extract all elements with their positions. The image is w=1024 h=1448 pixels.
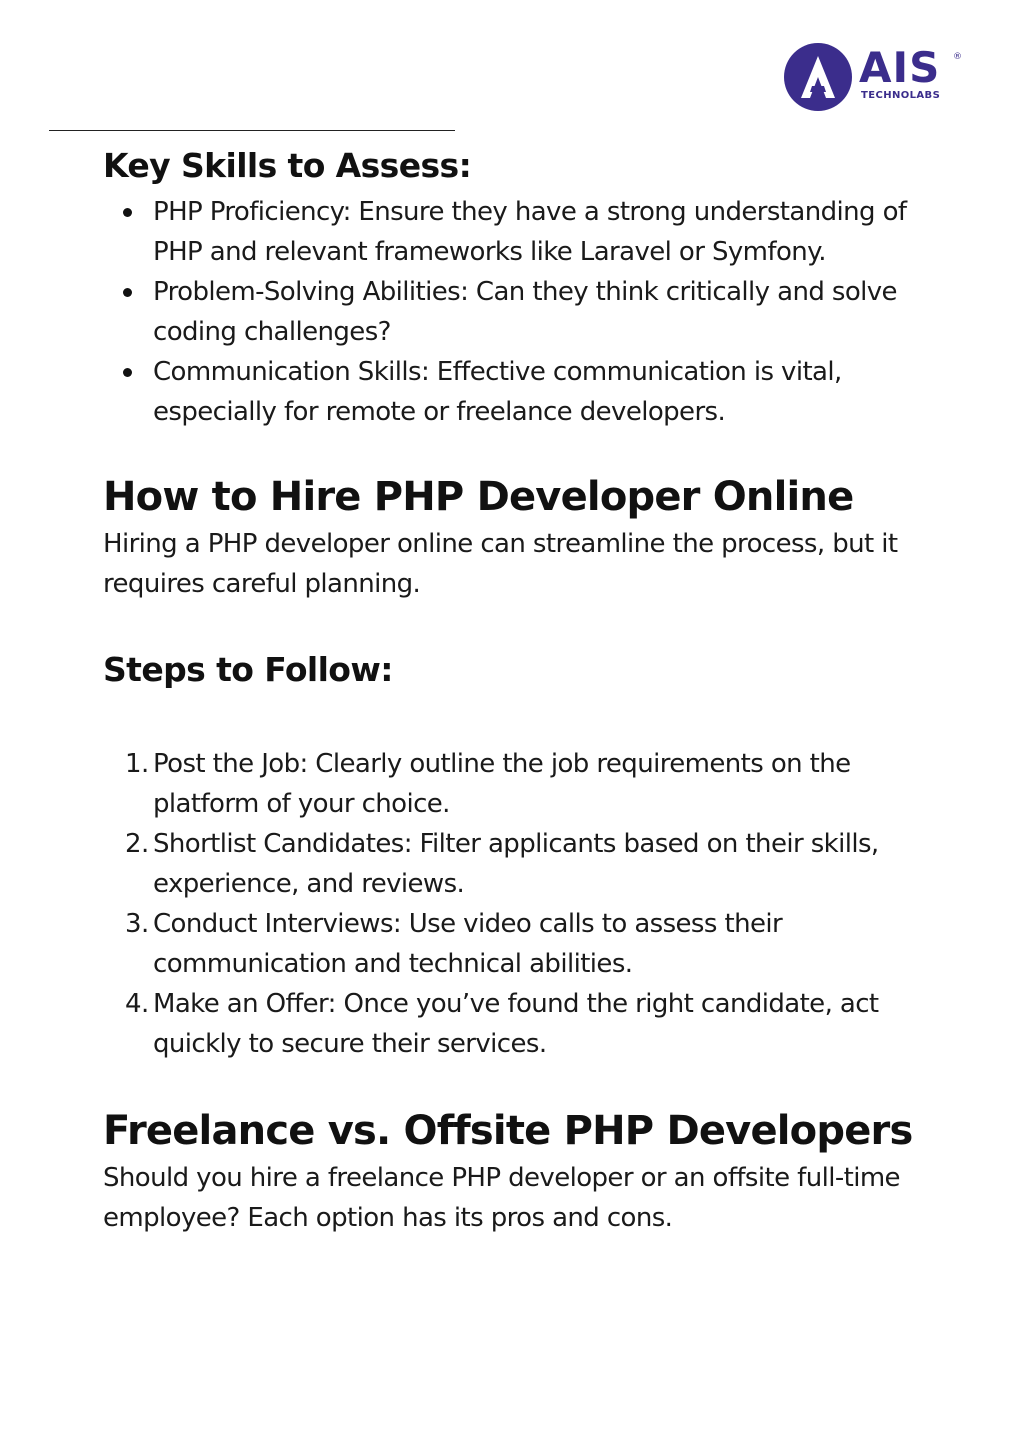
- list-item: [103, 824, 933, 904]
- steps-list: [103, 744, 933, 1064]
- hire-online-heading: How to Hire PHP Developer Online: [103, 474, 854, 520]
- bullet-icon: [123, 208, 132, 217]
- list-item-text: Problem-Solving Abilities: Can they think critically and solve coding challenges?: [153, 277, 897, 347]
- header-divider: [49, 130, 455, 131]
- logo-wordmark: AIS: [859, 43, 941, 92]
- step-number: 2.: [125, 829, 149, 859]
- document-content: [103, 140, 933, 1238]
- list-item: [103, 272, 933, 352]
- logo-registered-mark: ®: [953, 52, 962, 62]
- ais-logo-mark-icon: [783, 42, 853, 112]
- hire-online-section: [103, 470, 933, 604]
- key-skills-list: [103, 192, 933, 432]
- steps-section: [103, 644, 933, 1064]
- company-logo: [783, 40, 963, 112]
- step-number: 4.: [125, 989, 149, 1019]
- logo-subtitle: TECHNOLABS: [861, 90, 941, 101]
- list-item: [103, 744, 933, 824]
- freelance-section: [103, 1104, 933, 1238]
- key-skills-heading: Key Skills to Assess:: [103, 146, 472, 185]
- list-item-text: Conduct Interviews: Use video calls to assess their communication and technical abilities.: [153, 909, 783, 979]
- list-item-text: Shortlist Candidates: Filter applicants based on their skills, experience, and reviews.: [153, 829, 879, 899]
- bullet-icon: [123, 368, 132, 377]
- list-item: [103, 192, 933, 272]
- steps-heading: Steps to Follow:: [103, 650, 393, 689]
- list-item-text: Communication Skills: Effective communication is vital, especially for remote or freelance developers.: [153, 357, 842, 427]
- list-item: [103, 984, 933, 1064]
- step-number: 3.: [125, 909, 149, 939]
- list-item-text: PHP Proficiency: Ensure they have a strong understanding of PHP and relevant frameworks like Laravel or Symfony.: [153, 197, 907, 267]
- step-number: 1.: [125, 749, 149, 779]
- list-item-text: Post the Job: Clearly outline the job requirements on the platform of your choice.: [153, 749, 851, 819]
- bullet-icon: [123, 288, 132, 297]
- list-item-text: Make an Offer: Once you’ve found the right candidate, act quickly to secure their services.: [153, 989, 879, 1059]
- list-item: [103, 352, 933, 432]
- hire-online-paragraph: Hiring a PHP developer online can streamline the process, but it requires careful planning.: [103, 529, 898, 599]
- list-item: [103, 904, 933, 984]
- freelance-paragraph: Should you hire a freelance PHP developer or an offsite full-time employee? Each option has its pros and cons.: [103, 1163, 900, 1233]
- freelance-heading: Freelance vs. Offsite PHP Developers: [103, 1108, 913, 1154]
- key-skills-section: [103, 140, 933, 432]
